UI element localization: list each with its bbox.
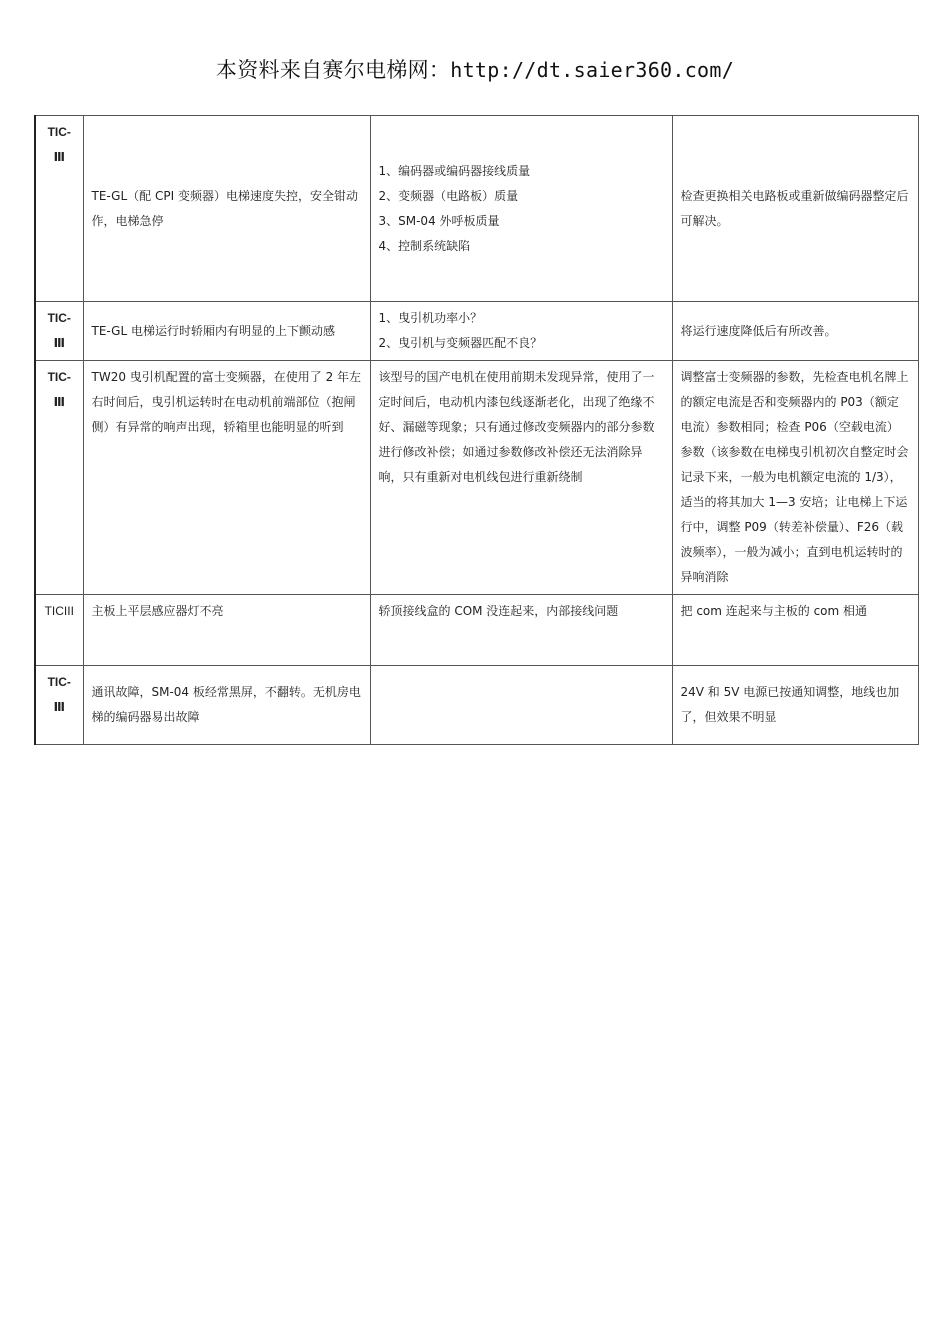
table-row — [35, 116, 918, 302]
model-code: TIC- — [47, 675, 71, 689]
banner-url[interactable]: http://dt.saier360.com/ — [450, 58, 735, 82]
solution-cell: 24V 和 5V 电源已按通知调整，地线也加了，但效果不明显 — [672, 666, 918, 745]
cause-cell: 轿顶接线盒的 COM 没连起来，内部接线问题 — [370, 595, 672, 666]
source-banner — [0, 54, 950, 84]
table-row — [35, 302, 918, 361]
model-cell — [35, 302, 83, 361]
symptom-cell: TW20 曳引机配置的富士变频器，在使用了 2 年左右时间后，曳引机运转时在电动机前端部位（抱闸侧）有异常的响声出现，轿箱里也能明显的听到 — [83, 361, 370, 595]
model-numeral: Ⅲ — [53, 336, 65, 350]
banner-title: 本资料来自赛尔电梯网： — [215, 58, 451, 82]
cause-item: 3、SM-04 外呼板质量 — [378, 213, 500, 228]
solution-cell: 调整富士变频器的参数，先检查电机名牌上的额定电流是否和变频器内的 P03（额定电流）参数相同；检查 P06（空载电流）参数（该参数在电梯曳引机初次自整定时会记录下来，一般为电机额定电流的 1/3），适当的将其加大 1—3 安培；让电梯上下运行中，调整 P09（转差补偿量）、F26（载波频率），一般为减小；直到电机运转时的异响消除 — [672, 361, 918, 595]
table-row — [35, 666, 918, 745]
table-row — [35, 595, 918, 666]
cause-cell — [370, 302, 672, 361]
model-code: TIC- — [47, 125, 71, 139]
table-row — [35, 361, 918, 595]
cause-item: 4、控制系统缺陷 — [378, 238, 471, 253]
model-numeral: Ⅲ — [53, 150, 65, 164]
symptom-cell: TE-GL 电梯运行时轿厢内有明显的上下颤动感 — [83, 302, 370, 361]
model-code: TIC- — [47, 370, 71, 384]
model-cell — [35, 666, 83, 745]
model-cell: TICIII — [35, 595, 83, 666]
model-cell — [35, 361, 83, 595]
model-cell — [35, 116, 83, 302]
model-numeral: Ⅲ — [53, 395, 65, 409]
solution-cell: 检查更换相关电路板或重新做编码器整定后可解决。 — [672, 116, 918, 302]
cause-cell: 该型号的国产电机在使用前期未发现异常，使用了一定时间后，电动机内漆包线逐渐老化，出现了绝缘不好、漏磁等现象；只有通过修改变频器内的部分参数进行修改补偿；如通过参数修改补偿还无法消除异响，只有重新对电机线包进行重新绕制 — [370, 361, 672, 595]
model-code: TIC- — [47, 311, 71, 325]
symptom-cell: 通讯故障，SM-04 板经常黑屏，不翻转。无机房电梯的编码器易出故障 — [83, 666, 370, 745]
symptom-cell: TE-GL（配 CPI 变频器）电梯速度失控，安全钳动作，电梯急停 — [83, 116, 370, 302]
fault-table — [34, 115, 919, 745]
cause-item: 1、曳引机功率小？ — [378, 311, 483, 325]
cause-cell — [370, 116, 672, 302]
model-numeral: Ⅲ — [53, 700, 65, 714]
solution-cell: 把 com 连起来与主板的 com 相通 — [672, 595, 918, 666]
solution-cell: 将运行速度降低后有所改善。 — [672, 302, 918, 361]
cause-item: 2、变频器（电路板）质量 — [378, 188, 519, 203]
cause-cell — [370, 666, 672, 745]
symptom-cell: 主板上平层感应器灯不亮 — [83, 595, 370, 666]
cause-item: 2、曳引机与变频器匹配不良？ — [378, 336, 543, 350]
cause-item: 1、编码器或编码器接线质量 — [378, 163, 531, 178]
